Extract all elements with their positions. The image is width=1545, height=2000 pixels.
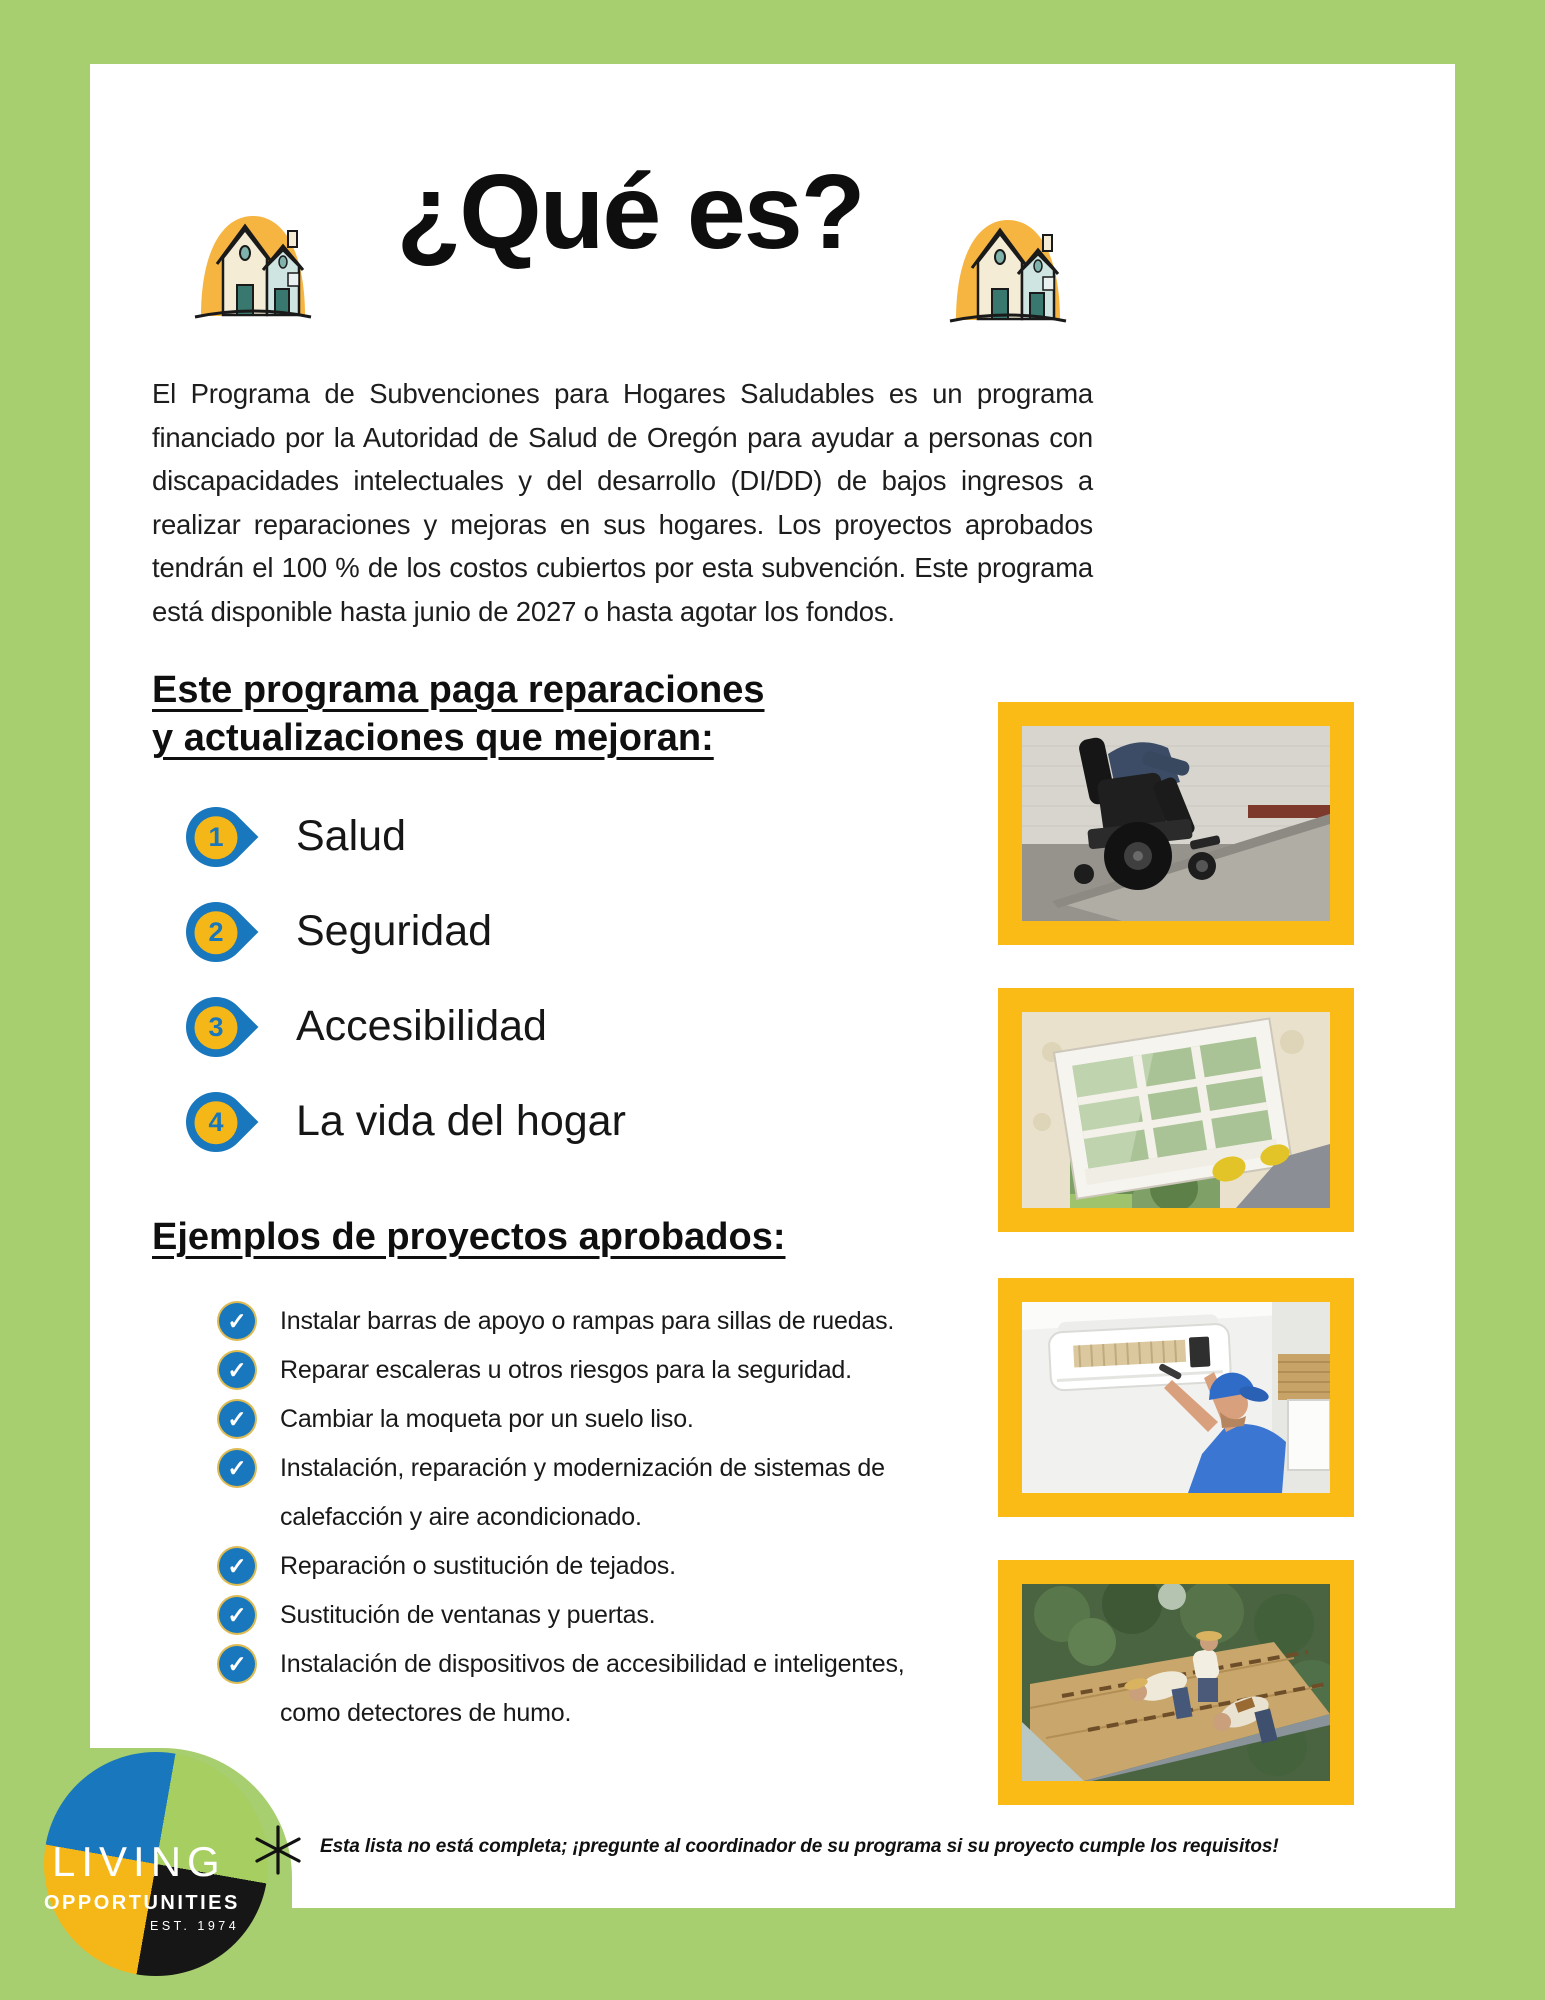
number-pin-icon: 2 [174,889,259,974]
check-icon: ✓ [219,1646,255,1682]
list-item-label: Salud [296,812,406,860]
list-item-text: Reparar escaleras u otros riesgos para la seguridad. [280,1356,852,1384]
number-pin-icon: 3 [174,984,259,1069]
page-title: ¿Qué es? [396,153,864,271]
list-item [219,1346,979,1395]
check-icon: ✓ [219,1450,255,1486]
examples-heading: Ejemplos de proyectos aprobados: [152,1216,786,1258]
list-item [219,1444,979,1542]
asterisk-icon [252,1824,304,1881]
logo-wordmark: LIVING [52,1838,226,1885]
improvements-heading-line2: y actualizaciones que mejoran: [152,717,714,759]
number-pin-icon: 1 [174,794,259,879]
list-item-text: Instalación de dispositivos de accesibilidad e inteligentes, como detectores de humo. [280,1650,905,1727]
intro-paragraph: El Programa de Subvenciones para Hogares Saludables es un programa financiado por la Autoridad de Salud de Oregón para ayudar a personas con discapacidades intelectuales y del desarrollo (DI/DD) de bajos ingresos a realizar reparaciones y mejoras en sus hogares. Los proyectos aprobados tendrán el 100 % de los costos cubiertos por esta subvención. Este programa está disponible hasta junio de 2027 o hasta agotar los fondos. [152,378,1093,627]
check-icon: ✓ [219,1303,255,1339]
list-item-label: Seguridad [296,907,493,955]
number-pin-icon: 4 [174,1079,259,1164]
improvements-heading [152,666,764,762]
list-item-text: Cambiar la moqueta por un suelo liso. [280,1405,694,1433]
list-item [186,979,626,1074]
list-item-label: Accesibilidad [296,1002,547,1050]
house-icon [948,200,1068,332]
list-item-label: La vida del hogar [296,1097,626,1145]
logo-established-year: EST. 1974 [150,1919,240,1933]
list-item [219,1542,979,1591]
check-icon: ✓ [219,1597,255,1633]
footer-note: Esta lista no está completa; ¡pregunte al coordinador de su programa si su proyecto cumple los requisitos! [320,1836,1279,1857]
list-item-text: Instalación, reparación y modernización de sistemas de calefacción y aire acondicionado. [280,1454,885,1531]
improvements-heading-line1: Este programa paga reparaciones [152,669,765,711]
list-item [219,1297,979,1346]
check-icon: ✓ [219,1401,255,1437]
check-icon: ✓ [219,1352,255,1388]
photo-wheelchair-ramp [998,702,1354,945]
list-item [219,1395,979,1444]
house-icon [193,196,313,328]
check-icon: ✓ [219,1548,255,1584]
list-item [186,884,626,979]
list-item [219,1591,979,1640]
photo-hvac-installation [998,1278,1354,1517]
list-item [186,1074,626,1169]
list-item [219,1640,979,1738]
examples-list [219,1297,979,1738]
list-item-text: Reparación o sustitución de tejados. [280,1552,676,1580]
list-item [186,789,626,884]
list-item-text: Instalar barras de apoyo o rampas para sillas de ruedas. [280,1307,895,1335]
logo-wordmark-secondary: OPPORTUNITIES [44,1892,240,1914]
improvements-list [186,789,626,1169]
photo-roof-repair [998,1560,1354,1805]
list-item-text: Sustitución de ventanas y puertas. [280,1601,656,1629]
photo-window-replacement [998,988,1354,1232]
